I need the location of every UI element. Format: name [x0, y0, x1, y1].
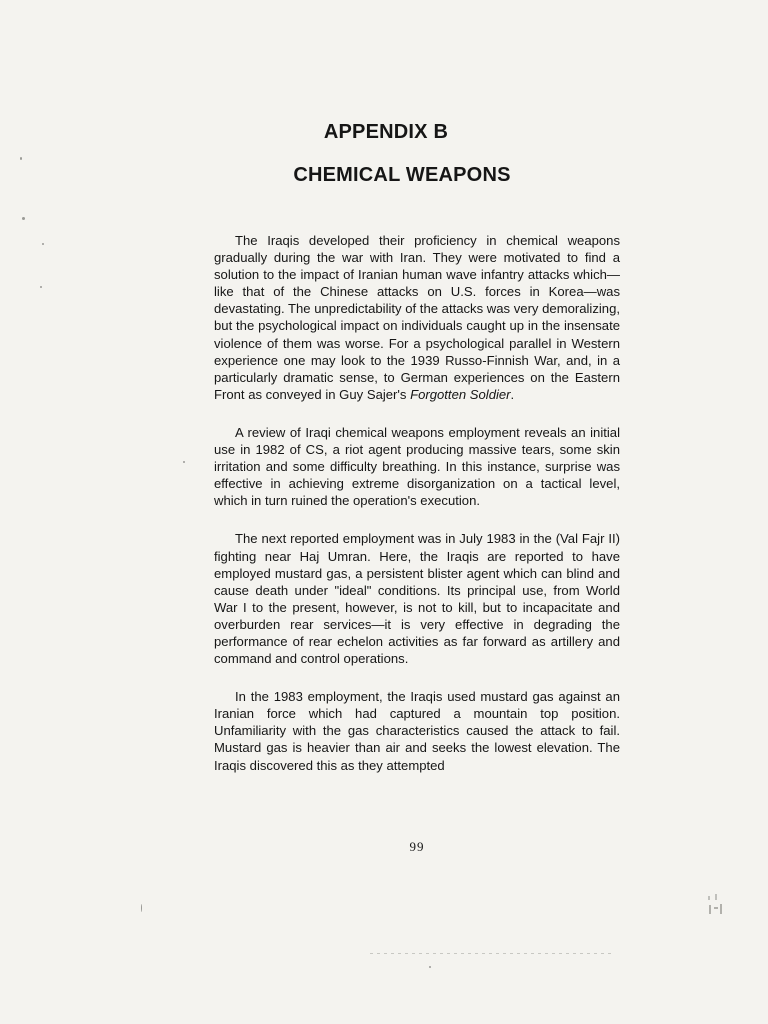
chapter-heading: CHEMICAL WEAPONS: [293, 164, 511, 186]
paragraph: In the 1983 employment, the Iraqis used mustard gas against an Iranian force which had captured a mountain top position. Unfamiliarity with the gas characteristics caused the attack to fail. Mustard gas is heavier than air and seeks the lowest elevation. The Iraqis discovered this as they attempted: [214, 689, 620, 773]
body-text: [214, 232, 620, 795]
scan-speck: [40, 286, 42, 288]
scan-corner-mark: [706, 892, 724, 916]
scan-speck: [429, 966, 431, 968]
scan-speck: [20, 157, 22, 160]
paragraph: [214, 232, 620, 403]
paragraph: A review of Iraqi chemical weapons employment reveals an initial use in 1982 of CS, a riot agent producing massive tears, some skin irritation and some difficulty breathing. In this instance, surprise was effective in achieving extreme disorganization on a tactical level, which in turn ruined the operation's execution.: [214, 424, 620, 509]
appendix-heading: APPENDIX B: [323, 121, 449, 143]
scan-line: [370, 953, 615, 954]
book-title: Forgotten Soldier: [410, 386, 511, 402]
paragraph-text: The Iraqis developed their proficiency in chemical weapons gradually during the war with Iran. They were motivated to find a solution to the impact of Iranian human wave infantry attacks which—like that of the Chinese attacks on U.S. forces in Korea—was devastating. The unpredictability of the attacks was very demoralizing, but the psychological impact on individuals caught up in the insensate violence of them was worse. For a psychological parallel in Western experience one may look to the 1939 Russo-Finnish War, and, in a particularly dramatic sense, to German experiences on the Eastern Front as conveyed in Guy Sajer's: [214, 233, 620, 402]
page-number: 99: [409, 839, 425, 854]
scan-speck: [141, 904, 142, 912]
scan-speck: [42, 243, 44, 245]
scan-speck: [183, 461, 185, 463]
paragraph-tail: .: [510, 386, 515, 402]
paragraph: The next reported employment was in July 1983 in the (Val Fajr II) fighting near Haj Umran. Here, the Iraqis are reported to have employed mustard gas, a persistent blister agent which can blind and cause death under "ideal" conditions. Its principal use, from World War I to the present, however, is not to kill, but to incapacitate and overburden rear services—it is very effective in degrading the performance of rear echelon activities as far forward as artillery and command and control operations.: [214, 531, 620, 667]
scan-speck: [22, 217, 25, 220]
